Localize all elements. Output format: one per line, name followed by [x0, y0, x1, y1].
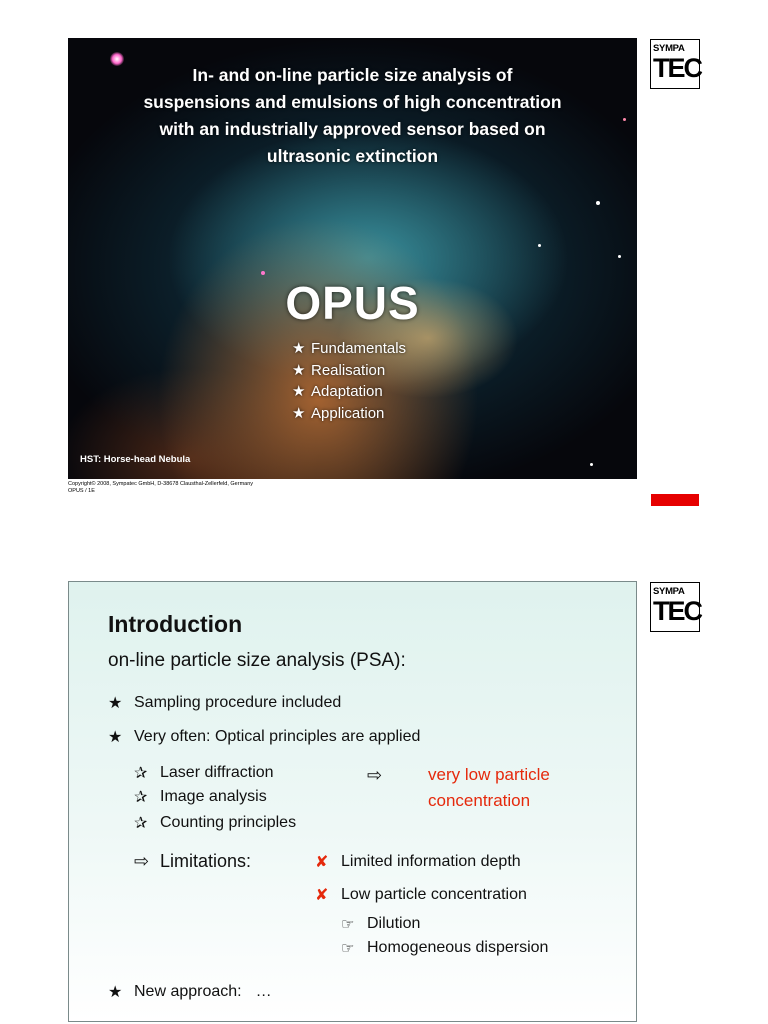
sub-item-text: Laser diffraction	[160, 764, 274, 781]
bullet-text: New approach:	[134, 983, 242, 1000]
arrow-icon: ⇨	[134, 851, 150, 871]
slide-subtitle: on-line particle size analysis (PSA):	[108, 650, 406, 671]
arrow-icon: ⇨	[367, 765, 383, 785]
logo-text-top: SYMPA	[653, 586, 685, 597]
star-dot-icon	[261, 271, 265, 275]
logo-text-bottom: TEC	[653, 596, 701, 626]
topic-label: Fundamentals	[311, 340, 407, 357]
topic-list	[292, 338, 406, 424]
list-item	[292, 403, 406, 425]
logo-text-bottom: TEC	[653, 53, 701, 83]
limitations-label	[134, 851, 251, 872]
sub-item	[134, 763, 274, 783]
star-dot-icon	[590, 463, 593, 466]
copyright-text: Copyright© 2008, Sympatec GmbH, D-38678 Clausthal-Zellerfeld, Germany	[68, 481, 254, 487]
star-icon: ★	[108, 695, 123, 712]
list-item	[292, 360, 406, 382]
star-dot-icon	[618, 255, 621, 258]
sub-item	[134, 787, 267, 807]
sub-item-text: Image analysis	[160, 788, 267, 805]
pointing-hand-icon: ☞	[341, 940, 355, 957]
consequence-line: very low particle	[428, 765, 550, 784]
consequence-line: concentration	[428, 791, 531, 810]
star-dot-icon	[538, 244, 541, 247]
title-line: suspensions and emulsions of high concentration	[143, 92, 562, 112]
bullet-text: Very often: Optical principles are applied	[134, 728, 421, 745]
outline-star-icon: ✰	[134, 765, 148, 782]
title-slide	[68, 38, 637, 479]
title-line: In- and on-line particle size analysis of	[192, 65, 513, 85]
bullet-item	[108, 727, 420, 747]
bullet-item	[108, 693, 341, 713]
title-line: ultrasonic extinction	[266, 146, 439, 166]
star-icon: ★	[108, 984, 123, 1001]
remedy-item	[341, 915, 420, 933]
sympatec-logo	[650, 582, 700, 632]
sub-item	[134, 813, 296, 833]
star-icon: ★	[292, 383, 306, 400]
limitation-text: Low particle concentration	[341, 886, 527, 903]
opus-title: OPUS	[285, 277, 420, 329]
star-icon: ★	[108, 729, 123, 746]
bullet-item	[108, 982, 272, 1002]
introduction-slide	[68, 581, 637, 1022]
star-icon: ★	[292, 340, 306, 357]
topic-label: Realisation	[311, 361, 386, 379]
outline-star-icon: ✰	[134, 789, 148, 806]
limitations-text: Limitations:	[160, 851, 252, 871]
star-icon: ★	[292, 361, 306, 379]
copyright-notice	[68, 481, 253, 495]
slide-title	[78, 62, 627, 170]
sympatec-logo	[650, 39, 700, 89]
topic-label: Application	[311, 404, 385, 422]
accent-bar	[651, 494, 699, 506]
limitation-item	[315, 885, 527, 905]
star-icon: ★	[292, 404, 306, 422]
list-item	[292, 338, 406, 360]
outline-star-icon: ✰	[134, 815, 148, 832]
limitation-item	[315, 852, 521, 872]
image-caption: HST: Horse-head Nebula	[80, 454, 191, 465]
bullet-text: Sampling procedure included	[134, 694, 342, 711]
cross-icon: ✘	[315, 887, 329, 904]
remedy-item	[341, 939, 548, 957]
list-item	[292, 381, 406, 403]
star-dot-icon	[596, 201, 600, 205]
topic-label: Adaptation	[311, 383, 383, 400]
remedy-text: Dilution	[367, 915, 421, 932]
pointing-hand-icon: ☞	[341, 916, 355, 933]
consequence-note	[428, 762, 550, 814]
sub-item-text: Counting principles	[160, 814, 297, 831]
title-line: with an industrially approved sensor based on	[159, 119, 546, 139]
logo-text-top: SYMPA	[653, 43, 685, 54]
page-reference: OPUS / 1E	[68, 488, 95, 494]
slide-heading: Introduction	[108, 611, 243, 637]
limitation-text: Limited information depth	[341, 853, 521, 870]
ellipsis-text: …	[255, 983, 272, 1000]
remedy-text: Homogeneous dispersion	[367, 939, 549, 956]
cross-icon: ✘	[315, 854, 329, 871]
